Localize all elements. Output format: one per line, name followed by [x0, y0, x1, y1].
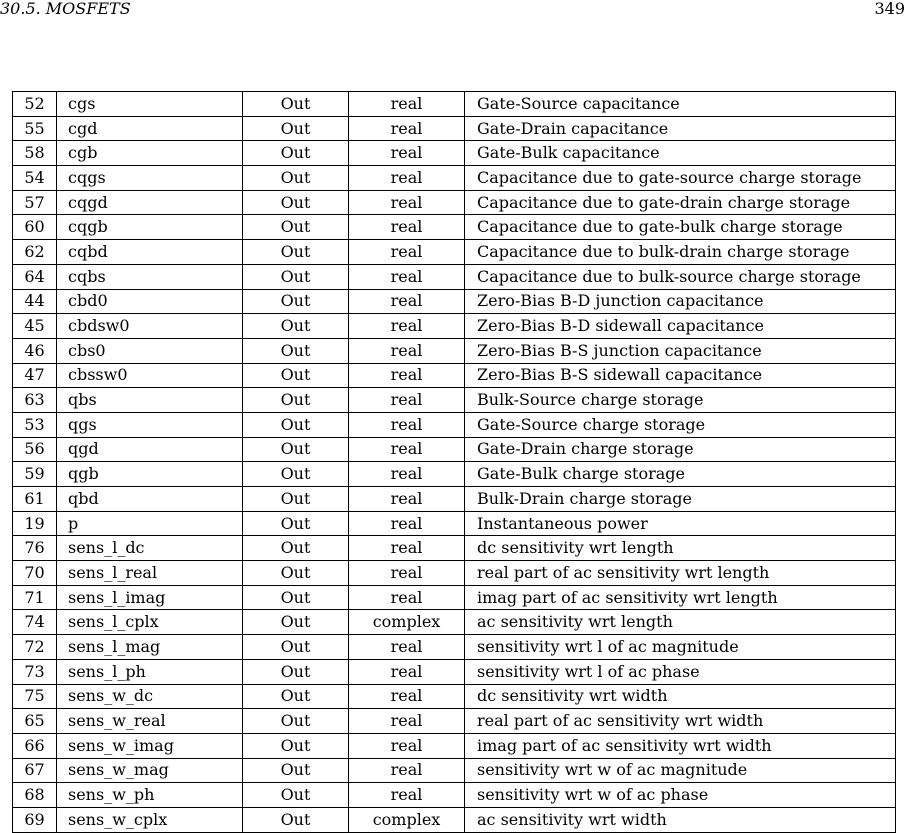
param-name-cell: sens_w_real	[57, 709, 243, 734]
param-id-cell: 72	[13, 635, 57, 660]
param-name-cell: cbssw0	[57, 363, 243, 388]
param-direction-cell: Out	[243, 289, 349, 314]
table-row	[13, 684, 896, 709]
param-name-cell: sens_l_imag	[57, 585, 243, 610]
param-name-cell: sens_w_dc	[57, 684, 243, 709]
param-description-cell: Bulk-Source charge storage	[465, 388, 896, 413]
section-title: 30.5. MOSFETS	[0, 0, 131, 18]
param-direction-cell: Out	[243, 684, 349, 709]
table-row	[13, 92, 896, 117]
param-id-cell: 66	[13, 733, 57, 758]
param-description-cell: real part of ac sensitivity wrt length	[465, 561, 896, 586]
param-description-cell: Capacitance due to gate-bulk charge storage	[465, 215, 896, 240]
param-name-cell: cqgd	[57, 190, 243, 215]
param-description-cell: Gate-Source capacitance	[465, 92, 896, 117]
param-name-cell: cqgs	[57, 166, 243, 191]
param-direction-cell: Out	[243, 437, 349, 462]
table-row	[13, 388, 896, 413]
param-name-cell: qbd	[57, 487, 243, 512]
param-name-cell: cbd0	[57, 289, 243, 314]
param-id-cell: 70	[13, 561, 57, 586]
param-type-cell: real	[349, 684, 465, 709]
param-direction-cell: Out	[243, 314, 349, 339]
param-description-cell: sensitivity wrt w of ac phase	[465, 783, 896, 808]
param-type-cell: real	[349, 659, 465, 684]
param-direction-cell: Out	[243, 338, 349, 363]
param-direction-cell: Out	[243, 487, 349, 512]
param-type-cell: real	[349, 437, 465, 462]
table-row	[13, 116, 896, 141]
param-name-cell: cgb	[57, 141, 243, 166]
param-type-cell: real	[349, 215, 465, 240]
param-id-cell: 56	[13, 437, 57, 462]
param-type-cell: real	[349, 783, 465, 808]
param-id-cell: 46	[13, 338, 57, 363]
param-description-cell: Gate-Bulk capacitance	[465, 141, 896, 166]
param-direction-cell: Out	[243, 610, 349, 635]
page-number: 349	[874, 0, 905, 18]
param-description-cell: Gate-Drain capacitance	[465, 116, 896, 141]
param-type-cell: real	[349, 709, 465, 734]
param-name-cell: sens_w_cplx	[57, 807, 243, 832]
param-description-cell: Instantaneous power	[465, 511, 896, 536]
param-id-cell: 52	[13, 92, 57, 117]
param-direction-cell: Out	[243, 92, 349, 117]
param-name-cell: cbdsw0	[57, 314, 243, 339]
table-row	[13, 166, 896, 191]
param-id-cell: 62	[13, 240, 57, 265]
param-type-cell: real	[349, 116, 465, 141]
param-description-cell: Gate-Drain charge storage	[465, 437, 896, 462]
param-name-cell: cgd	[57, 116, 243, 141]
param-type-cell: real	[349, 338, 465, 363]
param-id-cell: 69	[13, 807, 57, 832]
param-direction-cell: Out	[243, 240, 349, 265]
param-type-cell: real	[349, 240, 465, 265]
param-direction-cell: Out	[243, 635, 349, 660]
param-direction-cell: Out	[243, 659, 349, 684]
table-row	[13, 511, 896, 536]
param-type-cell: real	[349, 166, 465, 191]
param-direction-cell: Out	[243, 585, 349, 610]
param-type-cell: complex	[349, 610, 465, 635]
table-row	[13, 536, 896, 561]
param-type-cell: real	[349, 412, 465, 437]
param-id-cell: 59	[13, 462, 57, 487]
param-direction-cell: Out	[243, 462, 349, 487]
param-type-cell: real	[349, 733, 465, 758]
table-row	[13, 190, 896, 215]
table-row	[13, 487, 896, 512]
param-direction-cell: Out	[243, 141, 349, 166]
param-type-cell: real	[349, 462, 465, 487]
param-name-cell: cbs0	[57, 338, 243, 363]
param-name-cell: sens_l_real	[57, 561, 243, 586]
param-name-cell: qbs	[57, 388, 243, 413]
param-type-cell: complex	[349, 807, 465, 832]
param-direction-cell: Out	[243, 363, 349, 388]
param-direction-cell: Out	[243, 561, 349, 586]
parameter-table	[12, 91, 896, 833]
param-description-cell: sensitivity wrt l of ac phase	[465, 659, 896, 684]
param-name-cell: cqbs	[57, 264, 243, 289]
param-direction-cell: Out	[243, 536, 349, 561]
param-direction-cell: Out	[243, 264, 349, 289]
param-id-cell: 61	[13, 487, 57, 512]
param-id-cell: 73	[13, 659, 57, 684]
param-description-cell: Zero-Bias B-D junction capacitance	[465, 289, 896, 314]
param-type-cell: real	[349, 758, 465, 783]
param-description-cell: sensitivity wrt w of ac magnitude	[465, 758, 896, 783]
param-description-cell: Zero-Bias B-S sidewall capacitance	[465, 363, 896, 388]
param-description-cell: Capacitance due to bulk-source charge storage	[465, 264, 896, 289]
param-description-cell: real part of ac sensitivity wrt width	[465, 709, 896, 734]
param-description-cell: ac sensitivity wrt width	[465, 807, 896, 832]
table-row	[13, 807, 896, 832]
table-row	[13, 338, 896, 363]
param-name-cell: sens_l_cplx	[57, 610, 243, 635]
param-id-cell: 64	[13, 264, 57, 289]
param-name-cell: sens_w_mag	[57, 758, 243, 783]
param-name-cell: qgb	[57, 462, 243, 487]
param-description-cell: imag part of ac sensitivity wrt width	[465, 733, 896, 758]
param-id-cell: 67	[13, 758, 57, 783]
param-id-cell: 53	[13, 412, 57, 437]
param-description-cell: Zero-Bias B-S junction capacitance	[465, 338, 896, 363]
param-type-cell: real	[349, 289, 465, 314]
table-row	[13, 314, 896, 339]
param-type-cell: real	[349, 363, 465, 388]
param-id-cell: 68	[13, 783, 57, 808]
param-id-cell: 54	[13, 166, 57, 191]
param-description-cell: dc sensitivity wrt width	[465, 684, 896, 709]
param-direction-cell: Out	[243, 807, 349, 832]
param-type-cell: real	[349, 536, 465, 561]
table-row	[13, 289, 896, 314]
table-row	[13, 437, 896, 462]
param-description-cell: Gate-Source charge storage	[465, 412, 896, 437]
table-row	[13, 363, 896, 388]
page-header	[0, 0, 905, 22]
param-description-cell: Capacitance due to gate-drain charge storage	[465, 190, 896, 215]
param-description-cell: Gate-Bulk charge storage	[465, 462, 896, 487]
table-row	[13, 585, 896, 610]
param-id-cell: 76	[13, 536, 57, 561]
param-direction-cell: Out	[243, 388, 349, 413]
param-name-cell: qgd	[57, 437, 243, 462]
table-row	[13, 215, 896, 240]
param-description-cell: Zero-Bias B-D sidewall capacitance	[465, 314, 896, 339]
param-description-cell: Capacitance due to bulk-drain charge storage	[465, 240, 896, 265]
table-row	[13, 264, 896, 289]
param-id-cell: 45	[13, 314, 57, 339]
param-id-cell: 60	[13, 215, 57, 240]
param-id-cell: 47	[13, 363, 57, 388]
param-name-cell: sens_w_ph	[57, 783, 243, 808]
table-row	[13, 462, 896, 487]
param-description-cell: ac sensitivity wrt length	[465, 610, 896, 635]
table-row	[13, 141, 896, 166]
param-direction-cell: Out	[243, 733, 349, 758]
param-type-cell: real	[349, 141, 465, 166]
param-description-cell: sensitivity wrt l of ac magnitude	[465, 635, 896, 660]
param-name-cell: sens_w_imag	[57, 733, 243, 758]
table-row	[13, 635, 896, 660]
param-description-cell: Capacitance due to gate-source charge storage	[465, 166, 896, 191]
param-name-cell: sens_l_mag	[57, 635, 243, 660]
param-direction-cell: Out	[243, 783, 349, 808]
param-type-cell: real	[349, 388, 465, 413]
param-id-cell: 44	[13, 289, 57, 314]
param-name-cell: cqgb	[57, 215, 243, 240]
table-row	[13, 758, 896, 783]
table-row	[13, 733, 896, 758]
param-id-cell: 57	[13, 190, 57, 215]
param-description-cell: Bulk-Drain charge storage	[465, 487, 896, 512]
param-direction-cell: Out	[243, 412, 349, 437]
table-row	[13, 783, 896, 808]
param-name-cell: cgs	[57, 92, 243, 117]
param-description-cell: imag part of ac sensitivity wrt length	[465, 585, 896, 610]
param-direction-cell: Out	[243, 511, 349, 536]
param-type-cell: real	[349, 190, 465, 215]
param-type-cell: real	[349, 264, 465, 289]
table-row	[13, 240, 896, 265]
table-row	[13, 709, 896, 734]
param-direction-cell: Out	[243, 166, 349, 191]
param-id-cell: 65	[13, 709, 57, 734]
param-type-cell: real	[349, 487, 465, 512]
param-direction-cell: Out	[243, 116, 349, 141]
param-id-cell: 74	[13, 610, 57, 635]
param-direction-cell: Out	[243, 190, 349, 215]
param-id-cell: 71	[13, 585, 57, 610]
parameter-table-body	[13, 92, 896, 833]
param-id-cell: 63	[13, 388, 57, 413]
param-type-cell: real	[349, 92, 465, 117]
param-id-cell: 19	[13, 511, 57, 536]
param-direction-cell: Out	[243, 758, 349, 783]
param-name-cell: sens_l_dc	[57, 536, 243, 561]
param-type-cell: real	[349, 314, 465, 339]
param-direction-cell: Out	[243, 215, 349, 240]
param-name-cell: qgs	[57, 412, 243, 437]
param-type-cell: real	[349, 635, 465, 660]
table-row	[13, 561, 896, 586]
param-direction-cell: Out	[243, 709, 349, 734]
table-row	[13, 610, 896, 635]
table-row	[13, 412, 896, 437]
param-id-cell: 75	[13, 684, 57, 709]
param-type-cell: real	[349, 511, 465, 536]
param-name-cell: p	[57, 511, 243, 536]
param-name-cell: sens_l_ph	[57, 659, 243, 684]
table-row	[13, 659, 896, 684]
param-description-cell: dc sensitivity wrt length	[465, 536, 896, 561]
param-type-cell: real	[349, 561, 465, 586]
param-name-cell: cqbd	[57, 240, 243, 265]
param-id-cell: 58	[13, 141, 57, 166]
param-id-cell: 55	[13, 116, 57, 141]
param-type-cell: real	[349, 585, 465, 610]
